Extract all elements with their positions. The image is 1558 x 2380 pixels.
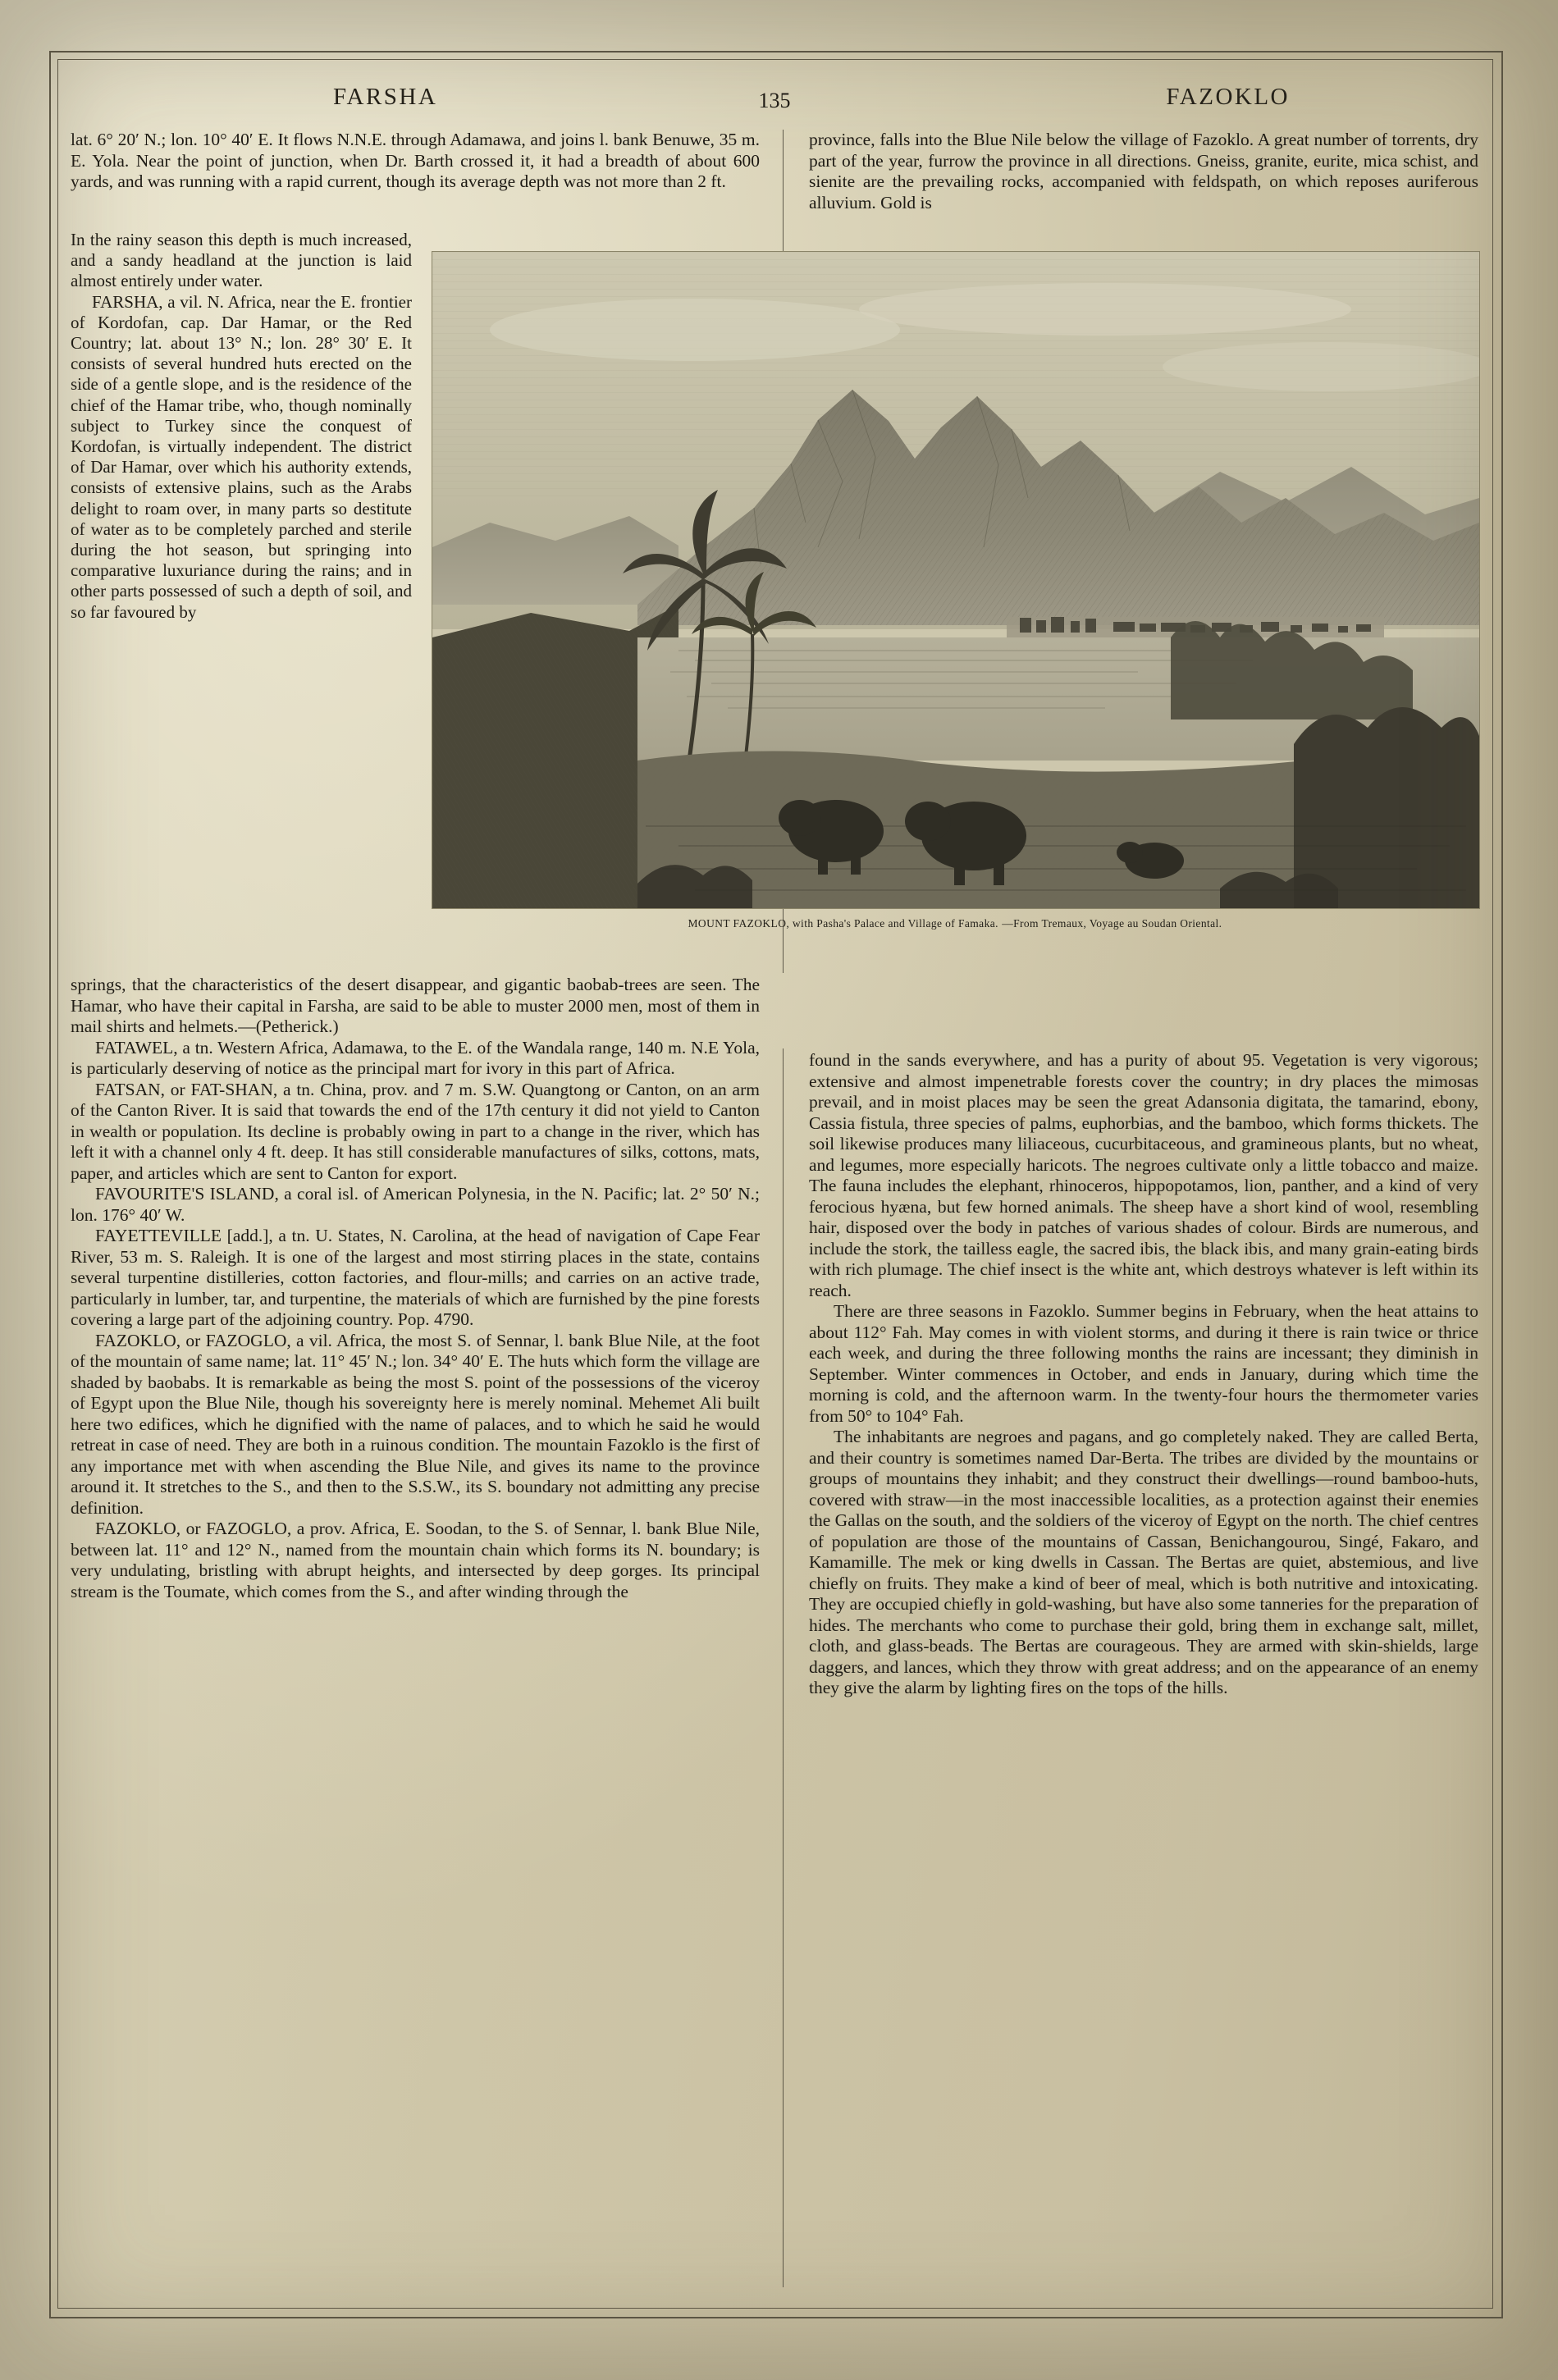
figure-caption-source: —From Tremaux, Voyage au Soudan Oriental.	[1002, 917, 1222, 930]
page-content	[71, 79, 1478, 2294]
figure-caption-main: MOUNT FAZOKLO, with Pasha's Palace and Village of Famaka.	[688, 917, 998, 930]
entry-favourites-island: FAVOURITE'S ISLAND, a coral isl. of American Polynesia, in the N. Pacific; lat. 2° 50′ N.; lon. 176° 40′ W.	[71, 1184, 760, 1225]
paragraph: found in the sands everywhere, and has a purity of about 95. Vegetation is very vigorous; extensive and almost impenetrable forests cover the country; in dry places the mimosas prevail, and in moist places may be seen the great Adansonia digitata, the tamarind, ebony, Cassia fistula, three species of palms, euphorbias, and the bamboo, which forms thickets. The soil likewise produces many liliaceous, cucurbitaceous, and gramineous plants, but no wheat, and legumes, more especially haricots. The negroes cultivate only a little tobacco and maize. The fauna includes the elephant, rhinoceros, hippopotamos, lion, panther, and a kind of very ferocious hyæna, but few horned animals. The sheep have a short kind of wool, resembling hair, disposed over the body in patches of various shades of colour. Birds are numerous, and include the stork, the tailless eagle, the sacred ibis, the black ibis, and many grain-eating birds with rich plumage. The chief insect is the white ant, which destroys whatever is left within its reach.	[809, 1050, 1478, 1300]
top-right-paragraph-block	[809, 130, 1478, 213]
page-number: 135	[758, 89, 791, 112]
figure-caption	[432, 916, 1478, 931]
entry-fazoklo-village: FAZOKLO, or FAZOGLO, a vil. Africa, the most S. of Sennar, l. bank Blue Nile, at the foot of the mountain of same name; lat. 11° 45′ N.; lon. 34° 40′ E. The huts which form the village are shaded by baobabs. It is remarkable as being the most S. point of the possessions of the viceroy of Egypt upon the Blue Nile, though his sovereignty here is merely nominal. Mehemet Ali built here two edifices, which he dignified with the name of palaces, and to which he said he would retreat in case of need. They are both in a ruinous condition. The mountain Fazoklo is the first of any importance met with when ascending the Blue Nile, and gives its name to the province around it. It stretches to the S., and then to the S.S.W., its S. boundary not admitting any precise definition.	[71, 1330, 760, 1518]
top-text-band	[71, 130, 1478, 222]
top-left-paragraph-block	[71, 130, 760, 193]
right-column	[809, 1050, 1478, 1699]
paragraph-inhabitants: The inhabitants are negroes and pagans, and go completely naked. They are called Berta, and their country is sometimes named Dar-Berta. The tribes are divided by the mountains or groups of mountains they inhabit; and they construct their dwellings—round bamboo-huts, covered with straw—in the most inaccessible localities, as a protection against their enemies the Gallas on the south, and the soldiers of the viceroy of Egypt on the north. The chief centres of population are those of the mountains of Cassan, Benichangourou, Singé, Fakaro, and Kamamille. The mek or king dwells in Cassan. The Bertas are quiet, abstemious, and live chiefly on fruits. They make a kind of beer of meal, which is both nutritive and intoxicating. They are occupied chiefly in gold-washing, but have also some tanneries for the preparation of hides. The merchants who come to purchase their gold, bring them in exchange salt, millet, cloth, and glass-beads. The Bertas are courageous. They are armed with skin-shields, large daggers, and lances, which they throw with great address; and on the appearance of an enemy they give the alarm by lighting fires on the tops of the hills.	[809, 1427, 1478, 1697]
paragraph: springs, that the characteristics of the desert disappear, and gigantic baobab-trees are seen. The Hamar, who have their capital in Farsha, are said to be able to muster 2000 men, most of them in mail shirts and helmets.—(Petherick.)	[71, 975, 760, 1036]
entry-farsha: FARSHA, a vil. N. Africa, near the E. frontier of Kordofan, cap. Dar Hamar, or the Red Country; lat. about 13° N.; lon. 28° 30′ E. It consists of several hundred huts erected on the side of a gentle slope, and is the residence of the chief of the Hamar tribe, who, though nominally subject to Turkey since the conquest of Kordofan, is virtually independent. The district of Dar Hamar, over which his authority extends, consists of extensive plains, such as the Arabs delight to roam over, in many parts so destitute of water as to be completely parched and sterile during the hot season, but springing into comparative luxuriance during the rains; and in other parts possessed of such a depth of soil, and so far favoured by	[71, 291, 412, 622]
paragraph: lat. 6° 20′ N.; lon. 10° 40′ E. It flows N.N.E. through Adamawa, and joins l. bank Benuwe, 35 m. E. Yola. Near the point of junction, when Dr. Barth crossed it, it had a breadth of about 600 yards, and was running with a rapid current, though its average depth was not more than 2 ft.	[71, 130, 760, 191]
paragraph: In the rainy season this depth is much increased, and a sandy headland at the junction is laid almost entirely under water.	[71, 230, 412, 291]
paragraph-seasons: There are three seasons in Fazoklo. Summer begins in February, when the heat attains to about 112° Fah. May comes in with violent storms, and during it there is rain twice or thrice each week, and during the three following months the rains are incessant; they diminish in September. Winter commences in October, and ends in January, during which time the morning is cold, and the afternoon warm. In the twenty-four hours the thermometer varies from 50° to 104° Fah.	[809, 1301, 1478, 1426]
narrow-left-column	[71, 230, 412, 623]
illustration-figure	[432, 251, 1478, 931]
left-column	[71, 975, 760, 1602]
page-header	[71, 79, 1478, 126]
column-divider-bottom	[783, 1048, 784, 2287]
entry-fatawel: FATAWEL, a tn. Western Africa, Adamawa, to the E. of the Wandala range, 140 m. N.E Yola, is particularly deserving of notice as the principal mart for ivory in this part of Africa.	[71, 1037, 760, 1078]
running-head-left: FARSHA	[333, 84, 438, 110]
engraving-mount-fazoklo	[432, 251, 1480, 909]
running-head-right: FAZOKLO	[1166, 84, 1290, 110]
entry-fayetteville: FAYETTEVILLE [add.], a tn. U. States, N. Carolina, at the head of navigation of Cape Fear River, 53 m. S. Raleigh. It is one of the largest and most stirring places in the state, contains several turpentine distilleries, cotton factories, and flour-mills; and carries on an active trade, particularly in lumber, tar, and turpentine, the materials of which are furnished by the pine forests covering a large part of the adjoining country. Pop. 4790.	[71, 1226, 760, 1329]
entry-fazoklo-province: FAZOKLO, or FAZOGLO, a prov. Africa, E. Soodan, to the S. of Sennar, l. bank Blue Nile, between lat. 11° and 12° N., named from the mountain chain which forms its N. boundary; is very undulating, bristling with abrupt heights, and intersected by deep gorges. Its principal stream is the Toumate, which comes from the S., and after winding through the	[71, 1519, 760, 1601]
paragraph: province, falls into the Blue Nile below the village of Fazoklo. A great number of torrents, dry part of the year, furrow the province in all directions. Gneiss, granite, eurite, mica schist, and sienite are the prevailing rocks, accompanied with feldspath, on which reposes auriferous alluvium. Gold is	[809, 130, 1478, 212]
entry-fatsan: FATSAN, or FAT-SHAN, a tn. China, prov. and 7 m. S.W. Quangtong or Canton, on an arm of the Canton River. It is said that towards the end of the 17th century it did not yield to Canton in wealth or population. Its decline is probably owing in part to a change in the river, which has left it with a channel only 4 ft. deep. It has still considerable manufactures of silks, cottons, mats, paper, and articles which are sent to Canton for export.	[71, 1079, 760, 1183]
